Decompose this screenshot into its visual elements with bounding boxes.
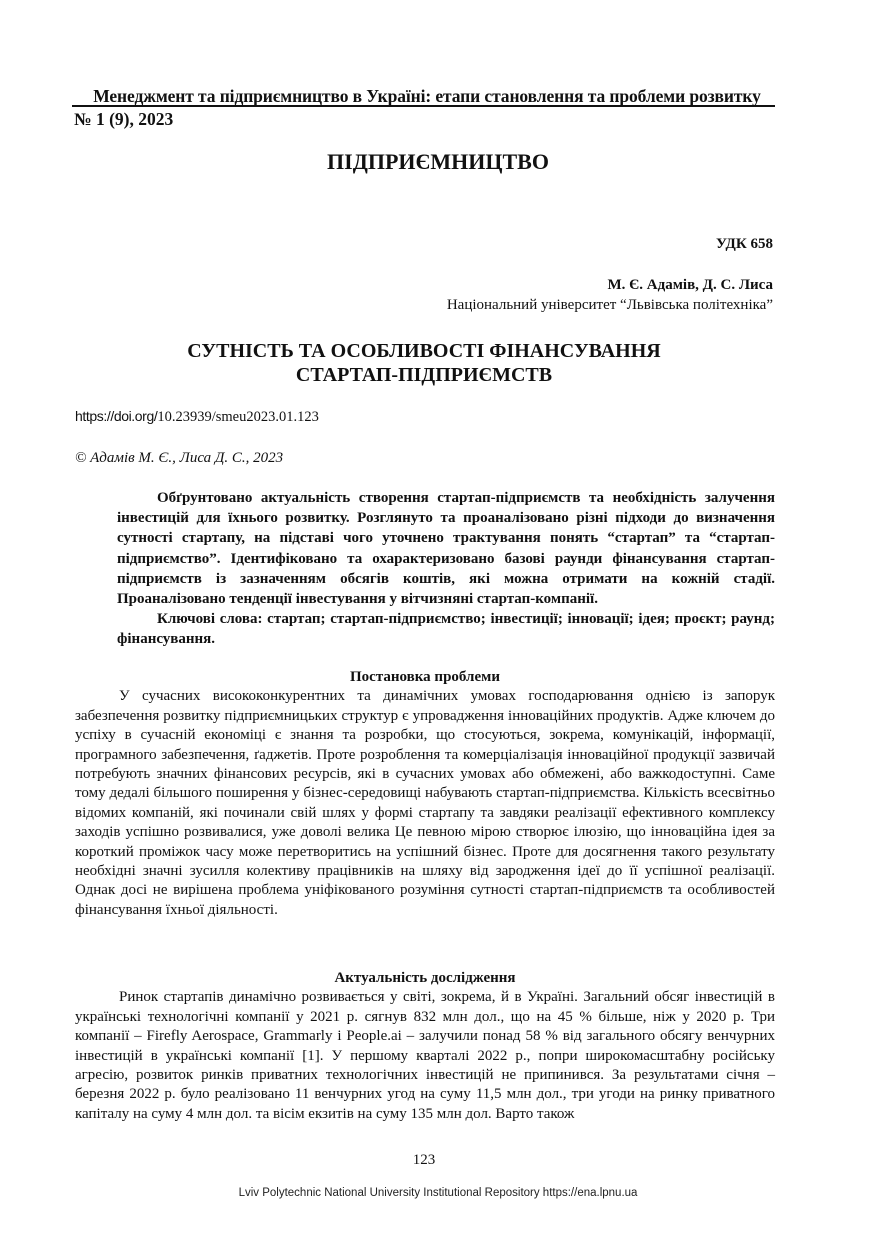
header-rule xyxy=(72,105,775,107)
authors: М. Є. Адамів, Д. С. Лиса xyxy=(607,277,773,293)
journal-title: Менеджмент та підприємництво в Україні: етапи становлення та проблеми розвитку xyxy=(93,86,761,106)
keywords: Ключові слова: стартап; стартап-підприємство; інвестиції; інновації; ідея; проєкт; раунд; фінансування. xyxy=(117,611,775,648)
doi-link[interactable] xyxy=(75,408,319,426)
article-title xyxy=(0,339,848,387)
section-heading: Актуальність дослідження xyxy=(334,970,516,986)
article-title-line-1: СУТНІСТЬ ТА ОСОБЛИВОСТІ ФІНАНСУВАННЯ xyxy=(187,340,661,362)
article-title-line-2: СТАРТАП-ПІДПРИЄМСТВ xyxy=(295,364,553,386)
section-problem-statement xyxy=(75,668,775,920)
issue-number: № 1 (9), 2023 xyxy=(74,109,174,129)
repository-footer: Lviv Polytechnic National University Institutional Repository https://ena.lpnu.ua xyxy=(238,1187,638,1199)
copyright: © Адамів М. Є., Лиса Д. С., 2023 xyxy=(75,450,284,466)
section-relevance xyxy=(75,969,775,1124)
section-heading: Постановка проблеми xyxy=(350,669,500,685)
doi-prefix[interactable]: https://doi.org/ xyxy=(75,408,158,424)
section-paragraph: Ринок стартапів динамічно розвивається у світі, зокрема, й в Україні. Загальний обсяг інвестицій в українські технологічні компанії у 2021 р. сягнув 832 млн дол., що на 45 % більше, ніж у 2020 р. Три компанії – Firefly Aerospace, Grammarly і People.ai – залучили понад 58 % від загального обсягу венчурних інвестицій в українські компанії [1]. У першому кварталі 2022 р., попри широкомасштабну російську агресію, розвиток ринків приватних технологічних інвестицій не припинився. За результатами січня – березня 2022 р. було реалізовано 11 венчурних угод на суму 11,5 млн дол., три угоди на ринку приватного капіталу на суму 4 млн дол. та вісім екзитів на суму 135 млн дол. Варто також xyxy=(75,989,775,1122)
udc-code: УДК 658 xyxy=(716,236,773,252)
abstract-text: Обґрунтовано актуальність створення стартап-підприємств та необхідність залучення інвестицій для їхнього розвитку. Розглянуто та проаналізовано різні підходи до визначення сутності стартапу, на підставі чого уточнено трактування понять “стартап” та “стартап-підприємство”. Ідентифіковано та охарактеризовано базові раунди фінансування стартап-підприємств із зазначенням обсягів коштів, які можна отримати на кожній стадії. Проаналізовано тенденції інвестування у вітчизняні стартап-компанії. xyxy=(117,490,775,608)
affiliation: Національний університет “Львівська політехніка” xyxy=(446,297,773,313)
page-number: 123 xyxy=(412,1152,436,1168)
section-title: ПІДПРИЄМНИЦТВО xyxy=(327,149,549,174)
section-paragraph: У сучасних висококонкурентних та динамічних умовах господарювання однією із запорук забезпечення розвитку підприємницьких структур є упровадження інноваційних продуктів. Адже ключем до успіху в сучасній економіці є знання та розробки, що стосуються, зокрема, комунікацій, інформації, програмного забезпечення, ґаджетів. Проте розроблення та комерціалізація інноваційної продукції зазвичай потребують значних фінансових ресурсів, які в сучасних умовах або обмежені, або важкодоступні. Саме тому дедалі більшого поширення у бізнес-середовищі набувають стартап-підприємства. Кількість всесвітньо відомих компаній, які починали свій шлях у формі стартапу та завдяки реалізації ефективного комплексу заходів успішно розвивалися, уже доволі велика Це певною мірою створює ілюзію, що інноваційна ідея за короткий проміжок часу може перетворитись на успішний бізнес. Проте для досягнення такого результату необхідні значні зусилля колективу працівників на шляху від зародження ідеї до її успішної реалізації. Однак досі не вирішена проблема уніфікованого розуміння сутності стартап-підприємств та особливостей фінансування їхньої діяльності. xyxy=(75,688,775,918)
doi-suffix[interactable]: 10.23939/smeu2023.01.123 xyxy=(157,409,319,425)
abstract xyxy=(117,488,775,650)
